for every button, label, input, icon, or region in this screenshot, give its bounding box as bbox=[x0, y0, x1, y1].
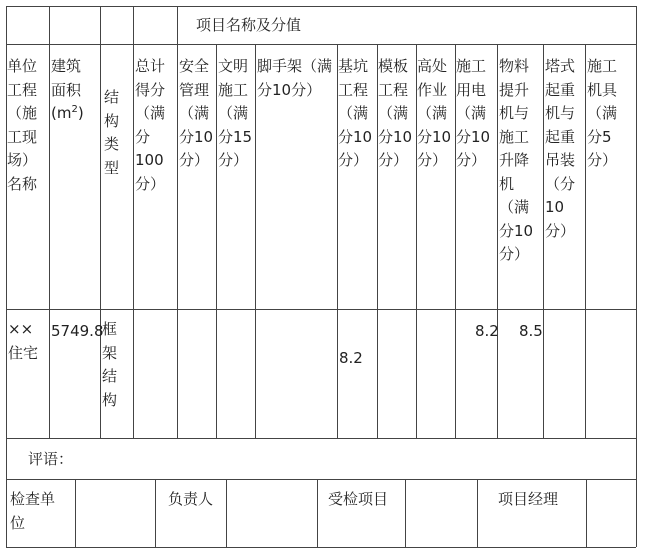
col-rule bbox=[255, 44, 256, 438]
header-safety-management: 安全 管理 （满 分10 分） bbox=[179, 57, 214, 169]
rule-right bbox=[636, 6, 637, 547]
footer-rule bbox=[477, 479, 478, 547]
header-hoist: 物料 提升 机与 施工 升降 机 （满 分10 分） bbox=[499, 57, 534, 263]
table-title: 项目名称及分值 bbox=[196, 16, 302, 34]
row-hoist-score: 8.5 bbox=[519, 322, 543, 340]
header-structure-type: 结 构 类 型 bbox=[104, 88, 120, 177]
header-unit-name: 单位 工程 （施 工现 场） 名称 bbox=[7, 57, 38, 193]
header-tower-crane: 塔式 起重 机与 起重 吊装 （分 10 分） bbox=[545, 57, 576, 240]
header-work-at-height: 高处 作业 （满 分10 分） bbox=[417, 57, 452, 169]
col-rule bbox=[177, 6, 178, 438]
header-formwork: 模板 工程 （满 分10 分） bbox=[378, 57, 413, 169]
comments-label: 评语： bbox=[28, 450, 74, 468]
area-label: 建筑 面积 (m bbox=[51, 57, 82, 122]
row-structure: 框 架 结 构 bbox=[102, 320, 118, 409]
inspected-project-label: 受检项目 bbox=[328, 490, 389, 508]
rule-comments bbox=[6, 438, 636, 439]
row-area: 5749.8 bbox=[51, 322, 104, 340]
footer-rule bbox=[317, 479, 318, 547]
project-manager-label: 项目经理 bbox=[498, 490, 559, 508]
col-rule bbox=[49, 6, 50, 438]
footer-rule bbox=[226, 479, 227, 547]
header-machinery: 施工 机具 （满 分5 分） bbox=[587, 57, 618, 169]
footer-rule bbox=[405, 479, 406, 547]
col-rule bbox=[133, 6, 134, 438]
header-building-area bbox=[51, 55, 84, 126]
header-foundation-pit: 基坑 工程 （满 分10 分） bbox=[338, 57, 373, 169]
header-total-score: 总计 得分 （满 分 100 分） bbox=[135, 57, 166, 193]
col-rule bbox=[100, 6, 101, 438]
header-scaffolding: 脚手架（满 分10分） bbox=[257, 57, 333, 99]
col-rule bbox=[585, 44, 586, 438]
footer-rule bbox=[155, 479, 156, 547]
row-foundation-pit-score: 8.2 bbox=[339, 349, 363, 367]
responsible-person-label: 负责人 bbox=[168, 490, 214, 508]
area-label-suffix: ) bbox=[77, 104, 84, 122]
area-superscript: 2 bbox=[71, 104, 78, 115]
inspection-unit-label: 检查单 位 bbox=[10, 490, 56, 532]
col-rule bbox=[543, 44, 544, 438]
row-unit-name: ×× 住宅 bbox=[8, 320, 39, 362]
row-temp-electricity-score: 8.2 bbox=[475, 322, 499, 340]
rule-footer bbox=[6, 479, 636, 480]
footer-rule bbox=[75, 479, 76, 547]
footer-rule bbox=[586, 479, 587, 547]
header-civilized-construction: 文明 施工 （满 分15 分） bbox=[218, 57, 253, 169]
rule-bottom bbox=[6, 547, 636, 548]
col-rule bbox=[216, 44, 217, 438]
header-temp-electricity: 施工 用电 （满 分10 分） bbox=[456, 57, 491, 169]
col-rule bbox=[497, 44, 498, 438]
